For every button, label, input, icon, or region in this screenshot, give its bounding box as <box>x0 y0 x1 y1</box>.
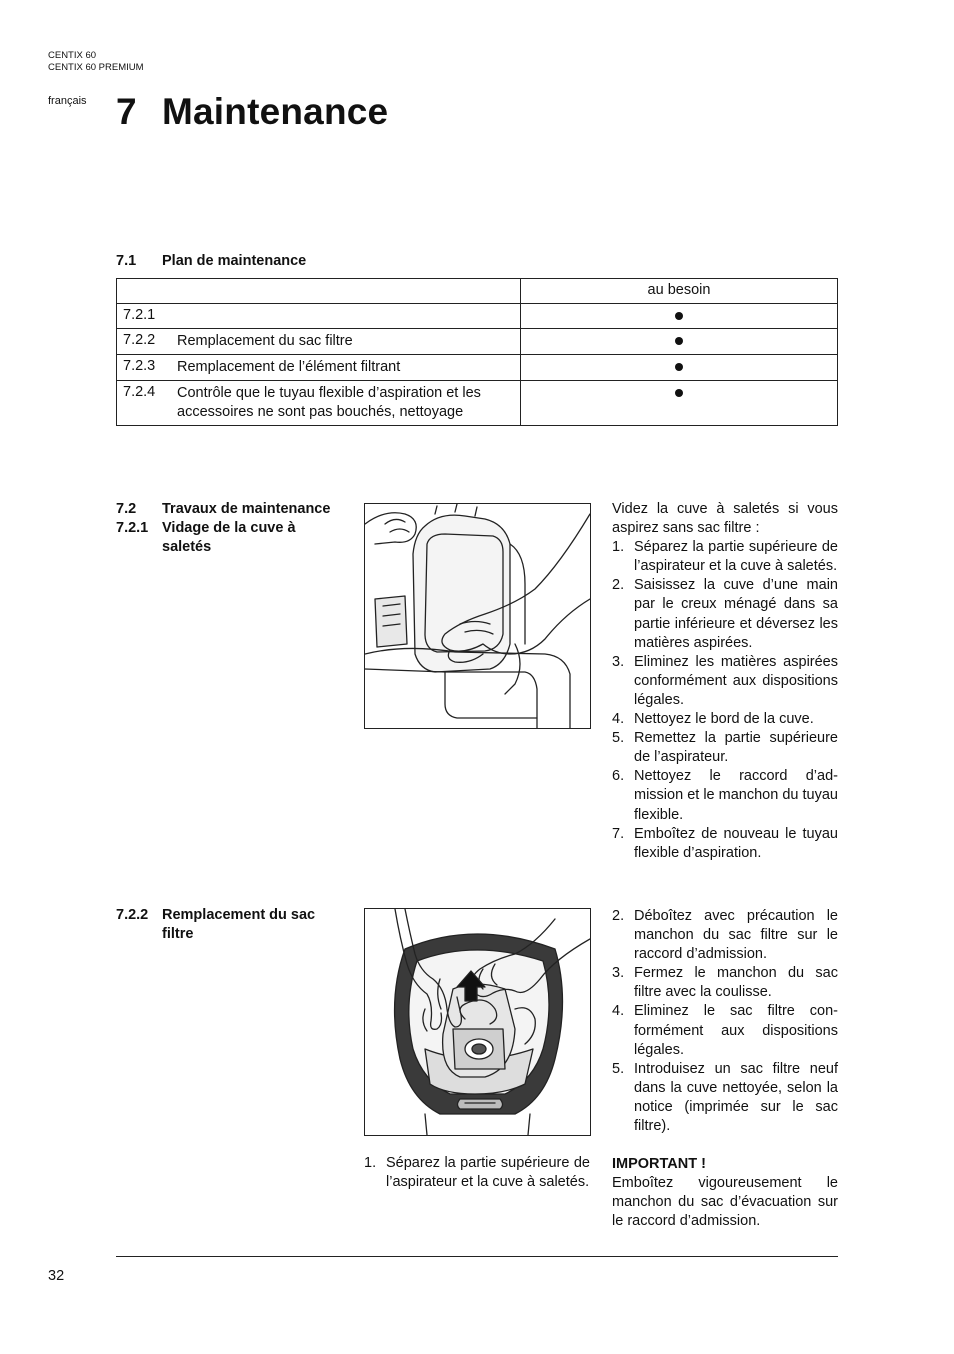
model-line-1: CENTIX 60 <box>48 50 97 61</box>
step-text: Emboîtez de nouveau le tuyau flexible d’aspiration. <box>634 825 838 861</box>
table-cell-task <box>117 329 521 355</box>
list-item <box>612 964 838 1002</box>
subsection-number: 7.2.1 <box>116 520 149 536</box>
row-ref: 7.2.1 <box>123 307 156 323</box>
table-row <box>117 304 838 329</box>
step-text: Séparez la partie supérieure de l’aspirateur et la cuve à saletés. <box>634 539 838 575</box>
bullet-mark <box>675 389 683 397</box>
chapter-title <box>116 91 388 133</box>
step-text: Séparez la partie supérieure de l’aspirateur et la cuve à saletés. <box>386 1155 590 1191</box>
list-item <box>612 710 838 729</box>
table-row <box>117 329 838 355</box>
section-number: 7.2 <box>116 501 137 517</box>
row-ref: 7.2.3 <box>123 358 156 374</box>
table-cell-mark <box>521 355 838 381</box>
important-note: Emboîtez vigoureusement le manchon du sac d’évacuation sur le raccord d’admission. <box>612 1175 838 1230</box>
step-text: Nettoyez le raccord d’admission et le manchon du tuyau flexible. <box>634 768 838 823</box>
bullet-mark <box>675 363 683 371</box>
table-cell-mark <box>521 381 838 426</box>
section-heading-7-2 <box>116 500 341 557</box>
section-title: Remplacement du sac filtre <box>162 907 316 942</box>
step-text: Introduisez un sac filtre neuf dans la cuve nettoyée, selon la notice (imprimée sur le sac filtre). <box>634 1060 838 1135</box>
step-number: 2. <box>612 577 625 594</box>
important-label: IMPORTANT ! <box>612 1156 706 1173</box>
step-text: Déboîtez avec précaution le manchon du sac filtre sur le raccord d’admission. <box>634 908 838 963</box>
list-item <box>612 767 838 824</box>
step-number: 3. <box>612 965 625 982</box>
table-cell-mark <box>521 329 838 355</box>
step-number: 5. <box>612 1060 625 1077</box>
table-cell-task <box>117 304 521 329</box>
plan-heading <box>116 253 306 269</box>
section-heading-7-2-2 <box>116 906 341 944</box>
row-label: Contrôle que le tuyau flexible d’aspiration et les accessoires ne sont pas bouchés, nettoyage <box>177 385 481 420</box>
list-item <box>612 729 838 767</box>
table-header-empty <box>117 279 521 304</box>
step-number: 6. <box>612 768 625 785</box>
step-number: 1. <box>364 1155 377 1171</box>
plan-number: 7.1 <box>116 253 137 269</box>
step-text: Nettoyez le bord de la cuve. <box>634 711 814 728</box>
table-header-as-needed: au besoin <box>521 279 838 304</box>
table-cell-mark <box>521 304 838 329</box>
list-item <box>612 825 838 863</box>
step-number: 1. <box>612 539 625 556</box>
list-item <box>612 576 838 652</box>
row-label <box>177 307 514 323</box>
table-cell-task <box>117 355 521 381</box>
step-number: 5. <box>612 730 625 747</box>
row-ref: 7.2.4 <box>123 384 156 400</box>
model-name <box>48 50 144 74</box>
model-line-2: CENTIX 60 PREMIUM <box>48 62 144 73</box>
hands-lifting-tank-illustration <box>364 503 591 729</box>
table-cell-task <box>117 381 521 426</box>
filter-bag-instructions <box>612 907 838 1232</box>
maintenance-plan-table <box>116 278 838 426</box>
section-title: Travaux de maintenance <box>162 501 331 517</box>
plan-title: Plan de maintenance <box>162 253 307 269</box>
language-label: français <box>48 95 87 107</box>
step-number: 7. <box>612 825 625 842</box>
step-text: Fermez le manchon du sac filtre avec la coulisse. <box>634 965 838 1001</box>
step-text: Eliminez le sac filtre conformément aux dispositions légales. <box>634 1003 838 1058</box>
step-number: 4. <box>612 711 625 728</box>
step-number: 2. <box>612 908 625 924</box>
list-item <box>612 907 838 964</box>
step-list <box>364 1154 590 1192</box>
step-text: Saisissez la cuve d’une main par le creux ménagé dans sa partie inférieure et déversez les matières aspirées. <box>634 577 838 651</box>
row-ref: 7.2.2 <box>123 332 156 348</box>
list-item <box>612 1060 838 1136</box>
page-number: 32 <box>48 1268 65 1284</box>
step-list <box>612 907 838 1136</box>
step-text: Eliminez les matières aspirées conformément aux dispositions légales. <box>634 653 838 708</box>
table-row <box>117 381 838 426</box>
subsection-title: Vidage de la cuve à saletés <box>162 520 296 555</box>
row-label: Remplacement de l’élément filtrant <box>177 359 401 375</box>
list-item <box>612 538 838 576</box>
chapter-number: 7 <box>116 91 137 132</box>
filter-bag-first-step <box>364 1154 590 1192</box>
footer-divider <box>116 1256 838 1257</box>
chapter-title-text: Maintenance <box>162 91 389 132</box>
intro-paragraph: Videz la cuve à saletés si vous aspirez sans sac filtre : <box>612 501 838 537</box>
step-text: Remettez la partie supérieure de l’aspirateur. <box>634 730 838 766</box>
bullet-mark <box>675 337 683 345</box>
section-number: 7.2.2 <box>116 907 149 923</box>
list-item <box>612 1002 838 1059</box>
step-list <box>612 538 838 863</box>
list-item <box>612 653 838 710</box>
bullet-mark <box>675 312 683 320</box>
row-label: Remplacement du sac filtre <box>177 333 353 349</box>
list-item <box>364 1154 590 1192</box>
table-row <box>117 355 838 381</box>
table-header-row <box>117 279 838 304</box>
hands-removing-filter-bag-illustration <box>364 908 591 1136</box>
step-number: 3. <box>612 653 625 670</box>
step-number: 4. <box>612 1003 625 1020</box>
emptying-instructions <box>612 500 838 863</box>
